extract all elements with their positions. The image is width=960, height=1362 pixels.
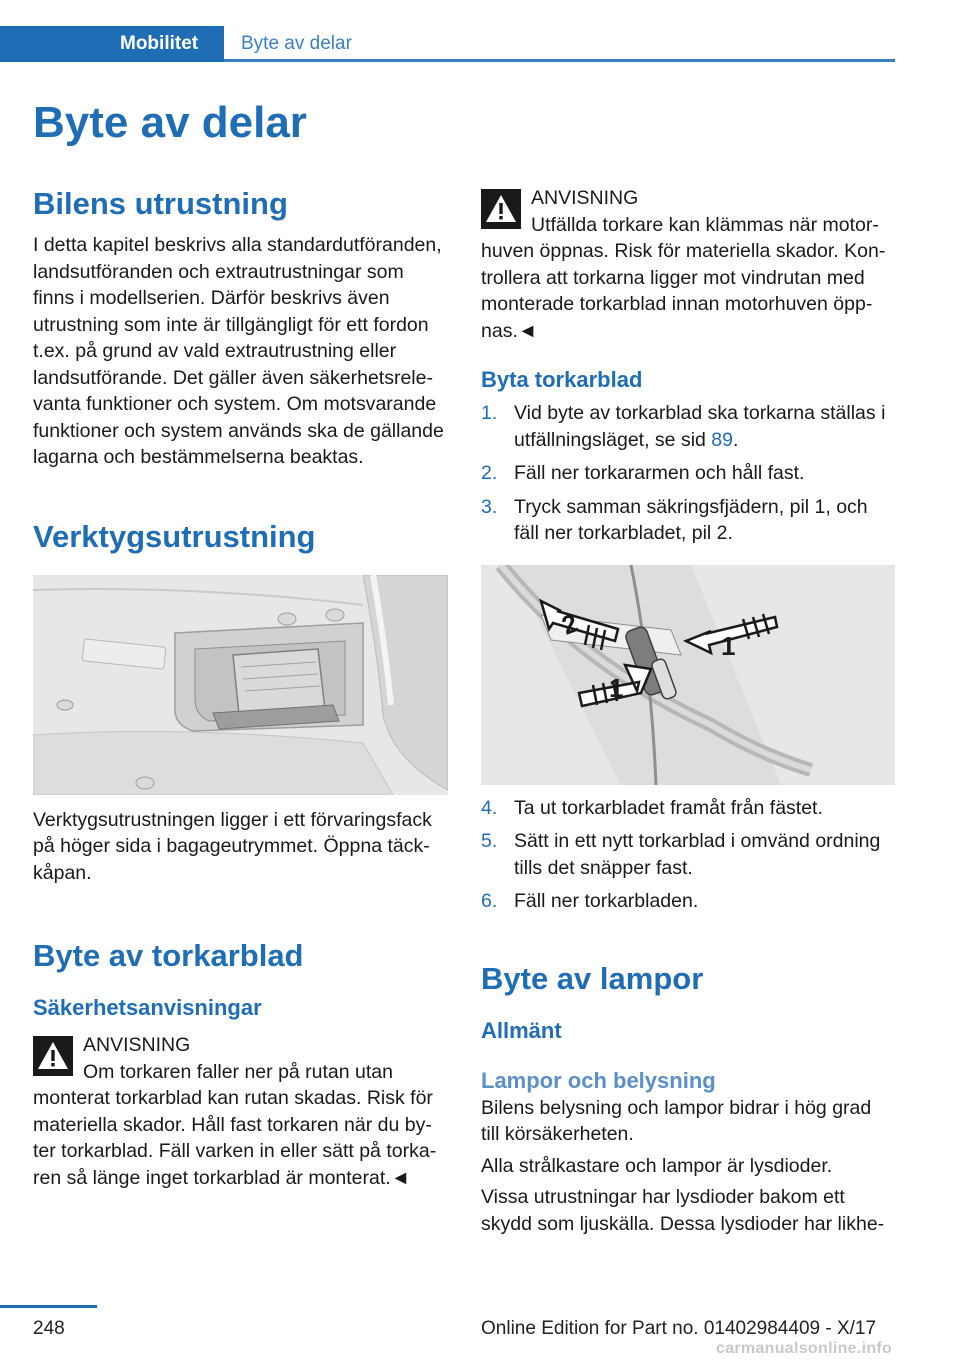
wiper-blade-illustration xyxy=(481,565,895,785)
wiper-warning xyxy=(33,1032,448,1191)
page-number: 248 xyxy=(33,1318,65,1339)
tools-caption: Verktygsutrustningen ligger i ett förvaringsfack på höger sida i bagageutrymmet. Öppna täckkåpan. xyxy=(33,808,432,884)
hood-warning xyxy=(481,185,895,344)
step-number: 2. xyxy=(481,462,498,484)
watermark: carmanualsonline.info xyxy=(716,1340,893,1357)
step-text: Sätt in ett nytt torkarblad i omvänd ordning tills det snäpper fast. xyxy=(514,830,881,879)
step-number: 1. xyxy=(481,402,498,424)
page-title: Byte av delar xyxy=(33,98,307,147)
equipment-heading: Bilens utrustning xyxy=(33,186,288,221)
step-item xyxy=(481,888,895,915)
step-text-end: . xyxy=(733,428,739,451)
step-number: 6. xyxy=(481,890,498,912)
step-text: Fäll ner torkarbladen. xyxy=(514,890,699,912)
step-item xyxy=(481,795,895,822)
toolkit-illustration xyxy=(33,575,448,795)
left-column xyxy=(33,180,448,1191)
lamps-heading: Byte av lampor xyxy=(481,960,704,996)
step-item xyxy=(481,460,895,487)
step-item xyxy=(481,494,895,547)
tools-heading: Verktygsutrustning xyxy=(33,518,316,554)
warning-text: Utfällda torkare kan klämmas när motorhuven öppnas. Risk för materiella skador. Kontrollera att torkarna ligger mot vindrutan med monterade torkarblad innan motorhuven öppnas.◄ xyxy=(481,213,886,342)
chapter-tab[interactable]: Byte av delar xyxy=(241,33,352,54)
step-number: 5. xyxy=(481,830,498,852)
step-item xyxy=(481,400,895,453)
change-wiper-heading: Byta torkarblad xyxy=(481,367,643,392)
section-tab[interactable]: Mobilitet xyxy=(0,26,224,62)
wiper-steps-b xyxy=(481,795,895,915)
wiper-steps-a xyxy=(481,400,895,547)
lighting-heading: Lampor och belysning xyxy=(481,1067,716,1093)
arrow-label-1b: 1 xyxy=(609,672,624,703)
general-heading: Allmänt xyxy=(481,1017,562,1043)
right-column xyxy=(481,185,895,1237)
step-text: Tryck samman säkringsfjädern, pil 1, och fäll ner torkarbladet, pil 2. xyxy=(514,495,868,544)
lighting-paragraph-1: Bilens belysning och lampor bidrar i hög grad till körsäkerheten. xyxy=(481,1096,872,1145)
step-number: 3. xyxy=(481,495,498,518)
footer-rule xyxy=(0,1305,97,1308)
edition-info: Online Edition for Part no. 01402984409 - X/17 xyxy=(481,1318,877,1339)
step-text: Ta ut torkarbladet framåt från fästet. xyxy=(514,796,823,819)
step-text: Fäll ner torkararmen och håll fast. xyxy=(514,462,805,484)
step-number: 4. xyxy=(481,796,498,819)
wiper-heading: Byte av torkarblad xyxy=(33,938,304,973)
safety-heading: Säkerhetsanvisningar xyxy=(33,995,262,1020)
warning-triangle-icon xyxy=(481,189,521,229)
equipment-text: I detta kapitel beskrivs alla standardutföranden, landsutföranden och extrautrustningar som finns i modellserien. Därför beskrivs även utrustning som inte är tillgängligt för ett fordon t.ex. på grund av vald extrautrustning eller landsutförande. Det gäller även säkerhetsrelevanta funktioner och system. Om motsvarande funktioner och system används ska de gällande lagarna och bestämmelserna beaktas. xyxy=(33,234,444,468)
warning-triangle-icon xyxy=(33,1036,73,1076)
warning-text: Om torkaren faller ner på rutan utan monterat torkarblad kan rutan skadas. Risk för materiella skador. Håll fast torkaren när du byter torkarblad. Fäll varken in eller sätt på torkaren så länge inget torkarblad är monterat.◄ xyxy=(33,1060,437,1189)
arrow-label-2: 2 xyxy=(557,606,582,641)
page-link[interactable]: 89 xyxy=(711,428,733,451)
lighting-paragraph-3: Vissa utrustningar har lysdioder bakom ett skydd som ljuskälla. Dessa lysdioder har likhe- xyxy=(481,1186,885,1235)
header-rule xyxy=(224,59,895,62)
step-text: Vid byte av torkarblad ska torkarna ställas i utfällningsläget, se sid xyxy=(514,402,886,451)
lighting-paragraph-2: Alla strålkastare och lampor är lysdioder. xyxy=(481,1154,833,1177)
warning-label: ANVISNING xyxy=(83,1034,191,1056)
page-header xyxy=(0,26,895,62)
step-item xyxy=(481,828,895,881)
arrow-label-1a: 1 xyxy=(721,630,736,661)
warning-label: ANVISNING xyxy=(531,187,639,209)
